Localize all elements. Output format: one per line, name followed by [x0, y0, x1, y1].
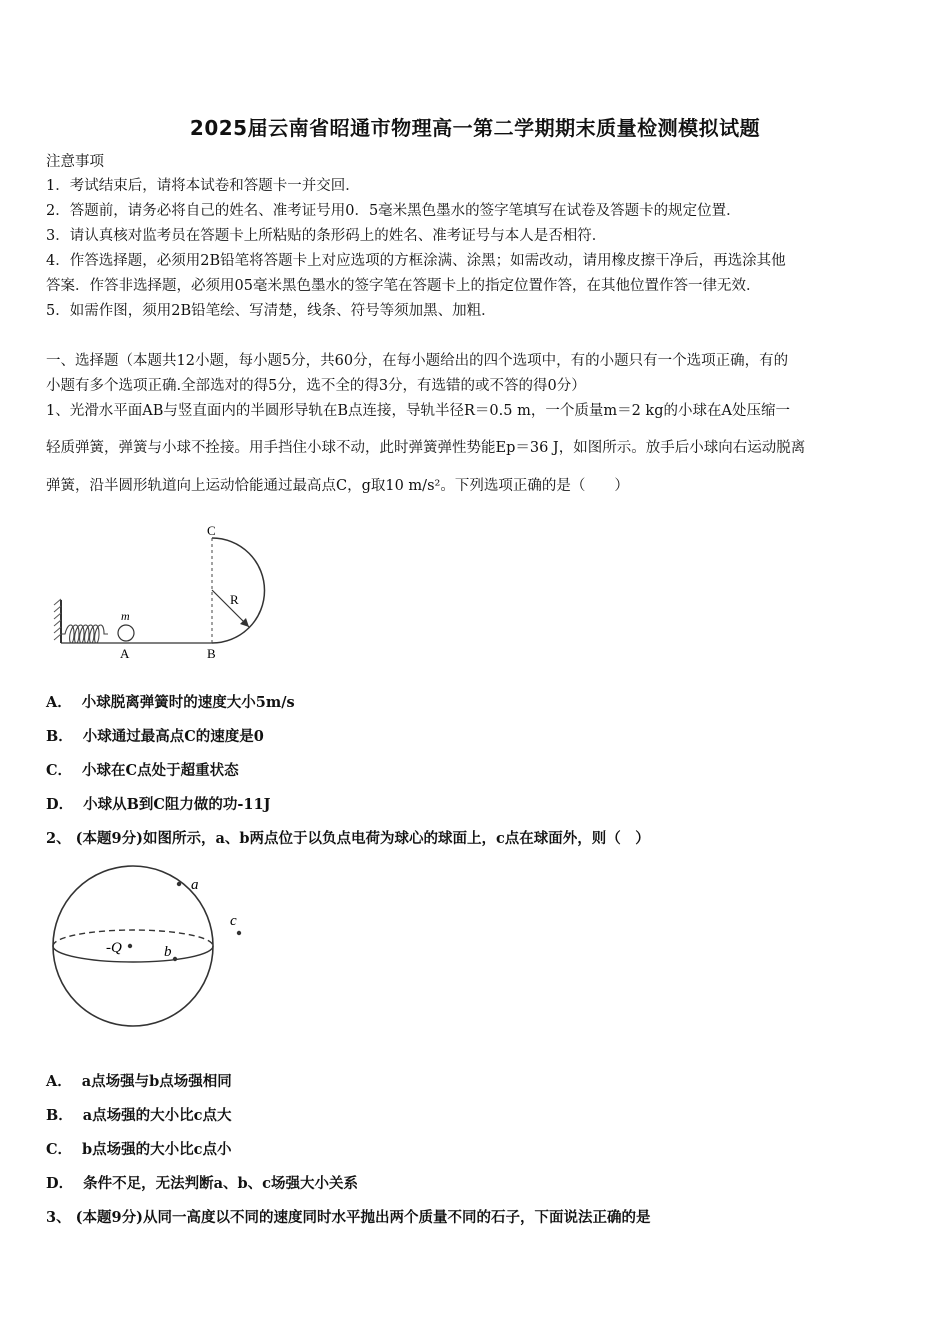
label-c: c [230, 913, 237, 929]
option-text: b点场强的大小比c点小 [82, 1141, 232, 1158]
label-b: b [164, 944, 172, 960]
option-letter: C． [46, 1141, 73, 1158]
q2-stem: 2、 (本题9分)如图所示，a、b两点位于以负点电荷为球心的球面上，c点在球面外，则（ ） [46, 830, 650, 847]
q1-track-figure [40, 515, 300, 665]
label-b: B [207, 646, 216, 661]
option-letter: D． [46, 1175, 74, 1192]
sphere [53, 866, 213, 1026]
option-letter: A． [46, 1073, 72, 1090]
label-q: -Q [106, 940, 122, 956]
point-b [173, 957, 177, 961]
q1-option-b[interactable] [46, 727, 264, 747]
q2-option-a[interactable] [46, 1072, 232, 1092]
q1-stem-line1: 1、光滑水平面AB与竖直面内的半圆形导轨在B点连接，导轨半径R＝0.5 m，一个质量m＝2 kg的小球在A处压缩一 [46, 403, 790, 419]
option-letter: C． [46, 762, 73, 779]
option-letter: D． [46, 796, 74, 813]
q1-option-c[interactable] [46, 761, 239, 781]
label-a: A [120, 646, 130, 661]
q2-option-d[interactable] [46, 1174, 358, 1194]
page-title: 2025届云南省昭通市物理高一第二学期期末质量检测模拟试题 [189, 116, 761, 140]
option-text: 条件不足，无法判断a、b、c场强大小关系 [83, 1175, 358, 1192]
equator-back [53, 930, 213, 946]
section-instructions: 一、选择题（本题共12小题，每小题5分，共60分，在每小题给出的四个选项中，有的小题只有一个选项正确，有的 [46, 353, 789, 369]
option-letter: B． [46, 1107, 73, 1124]
notice-item: 5．如需作图，须用2B铅笔绘、写清楚，线条、符号等须加黑、加粗． [46, 303, 496, 319]
q2-sphere-figure [46, 860, 266, 1035]
label-m: m [121, 609, 130, 623]
notice-item: 3．请认真核对监考员在答题卡上所粘贴的条形码上的姓名、准考证号与本人是否相符． [46, 228, 607, 244]
q1-stem-line3: 弹簧，沿半圆形轨道向上运动恰能通过最高点C，g取10 m/s²。下列选项正确的是（ ） [46, 478, 629, 494]
option-text: a点场强的大小比c点大 [82, 1107, 232, 1124]
point-c [237, 931, 241, 935]
q2-option-b[interactable] [46, 1106, 232, 1126]
wall-hatching [54, 599, 61, 640]
q1-option-d[interactable] [46, 795, 270, 815]
label-a: a [191, 877, 199, 893]
section-instructions-cont: 小题有多个选项正确.全部选对的得5分，选不全的得3分，有选错的或不答的得0分） [46, 378, 586, 394]
semicircle-track [212, 538, 265, 643]
notice-item: 4．作答选择题，必须用2B铅笔将答题卡上对应选项的方框涂满、涂黑；如需改动，请用橡皮擦干净后，再选涂其他 [46, 253, 786, 269]
option-text: a点场强与b点场强相同 [81, 1073, 232, 1090]
ball [118, 625, 134, 641]
notice-item: 2．答题前，请务必将自己的姓名、准考证号用0．5毫米黑色墨水的签字笔填写在试卷及答题卡的规定位置． [46, 203, 741, 219]
equator-front [53, 946, 213, 962]
charge-point [128, 944, 132, 948]
option-letter: A． [46, 694, 72, 711]
option-text: 小球通过最高点C的速度是0 [82, 728, 264, 745]
option-text: 小球脱离弹簧时的速度大小5m/s [81, 694, 295, 711]
label-c: C [207, 523, 216, 538]
q3-stem: 3、 (本题9分)从同一高度以不同的速度同时水平抛出两个质量不同的石子，下面说法正确的是 [46, 1209, 651, 1226]
point-a [177, 882, 181, 886]
q2-option-c[interactable] [46, 1140, 232, 1160]
spring [61, 625, 108, 643]
label-r: R [230, 592, 239, 607]
option-text: 小球从B到C阻力做的功-11J [83, 796, 271, 813]
notice-item: 1．考试结束后，请将本试卷和答题卡一并交回． [46, 178, 360, 194]
q1-stem-line2: 轻质弹簧，弹簧与小球不拴接。用手挡住小球不动，此时弹簧弹性势能Ep＝36 J，如图所示。放手后小球向右运动脱离 [46, 440, 806, 456]
notice-item: 答案．作答非选择题，必须用05毫米黑色墨水的签字笔在答题卡上的指定位置作答，在其他位置作答一律无效． [46, 278, 761, 294]
option-letter: B． [46, 728, 73, 745]
q1-option-a[interactable] [46, 693, 295, 713]
option-text: 小球在C点处于超重状态 [82, 762, 239, 779]
notice-heading: 注意事项 [46, 154, 104, 170]
